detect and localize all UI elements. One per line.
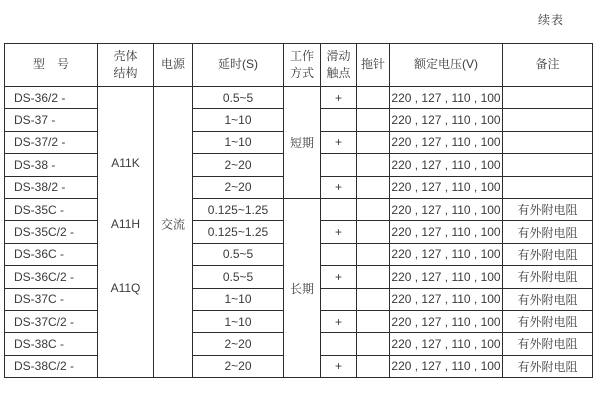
remark-cell (503, 87, 593, 109)
voltage-cell: 220 , 127 , 110 , 100 (390, 87, 503, 109)
delay-cell: 2~20 (193, 154, 284, 176)
continuation-label: 续表 (538, 13, 565, 27)
sliding-contact-cell: + (321, 266, 357, 288)
sliding-contact-header-line2: 触点 (326, 66, 351, 80)
shell-structure-header (98, 44, 154, 87)
voltage-cell: 220 , 127 , 110 , 100 (390, 310, 503, 332)
model-cell: DS-37C - (5, 288, 98, 310)
delay-cell: 2~20 (193, 355, 284, 377)
voltage-cell: 220 , 127 , 110 , 100 (390, 221, 503, 243)
model-cell: DS-38 - (5, 154, 98, 176)
pointer-header: 拖针 (357, 44, 390, 87)
pointer-cell (357, 154, 390, 176)
table-header (5, 44, 593, 87)
pointer-cell (357, 176, 390, 198)
work-mode-header-line1: 工作 (289, 48, 314, 63)
delay-cell: 0.5~5 (193, 243, 284, 265)
voltage-cell: 220 , 127 , 110 , 100 (390, 355, 503, 377)
spec-table (4, 43, 593, 378)
delay-cell: 1~10 (193, 109, 284, 131)
remark-cell (503, 109, 593, 131)
remark-cell (503, 176, 593, 198)
delay-cell: 0.125~1.25 (193, 221, 284, 243)
sliding-contact-cell: + (321, 87, 357, 109)
delay-cell: 0.5~5 (193, 266, 284, 288)
voltage-cell: 220 , 127 , 110 , 100 (390, 198, 503, 220)
remark-cell: 有外附电阻 (503, 333, 593, 355)
table-row (5, 198, 593, 220)
delay-cell: 2~20 (193, 333, 284, 355)
work-mode-cell: 长期 (284, 198, 321, 377)
sliding-contact-cell (321, 243, 357, 265)
voltage-header: 额定电压(V) (390, 44, 503, 87)
shell-structure-header-line2: 结构 (113, 66, 138, 80)
sliding-contact-cell: + (321, 355, 357, 377)
voltage-cell: 220 , 127 , 110 , 100 (390, 288, 503, 310)
model-cell: DS-37/2 - (5, 131, 98, 153)
sliding-contact-cell (321, 154, 357, 176)
voltage-cell: 220 , 127 , 110 , 100 (390, 154, 503, 176)
remark-cell: 有外附电阻 (503, 198, 593, 220)
model-cell: DS-37 - (5, 109, 98, 131)
power-header: 电源 (154, 44, 193, 87)
shell-structure-header-line1: 壳体 (113, 48, 138, 63)
pointer-cell (357, 198, 390, 220)
model-cell: DS-38C - (5, 333, 98, 355)
sliding-contact-cell (321, 288, 357, 310)
model-cell: DS-36C - (5, 243, 98, 265)
table-row (5, 87, 593, 109)
pointer-cell (357, 109, 390, 131)
remark-cell (503, 131, 593, 153)
model-cell: DS-36/2 - (5, 87, 98, 109)
table-body (5, 87, 593, 378)
remarks-header: 备注 (503, 44, 593, 87)
pointer-cell (357, 288, 390, 310)
voltage-cell: 220 , 127 , 110 , 100 (390, 176, 503, 198)
sliding-contact-header (321, 44, 357, 87)
voltage-cell: 220 , 127 , 110 , 100 (390, 333, 503, 355)
model-cell: DS-35C/2 - (5, 221, 98, 243)
sliding-contact-header-line1: 滑动 (326, 48, 351, 63)
sliding-contact-cell: + (321, 221, 357, 243)
pointer-cell (357, 355, 390, 377)
header-row (5, 44, 593, 87)
delay-cell: 0.125~1.25 (193, 198, 284, 220)
power-cell (154, 87, 193, 378)
delay-header: 延时(S) (193, 44, 284, 87)
power-label: 交流 (160, 217, 185, 232)
remark-cell (503, 154, 593, 176)
sliding-contact-cell: + (321, 176, 357, 198)
voltage-cell: 220 , 127 , 110 , 100 (390, 131, 503, 153)
pointer-cell (357, 87, 390, 109)
shell-structure-cell (98, 87, 154, 378)
sliding-contact-cell (321, 198, 357, 220)
sliding-contact-cell: + (321, 131, 357, 153)
remark-cell: 有外附电阻 (503, 288, 593, 310)
model-cell: DS-35C - (5, 198, 98, 220)
work-mode-header-line2: 方式 (289, 66, 314, 80)
delay-cell: 1~10 (193, 131, 284, 153)
shell-structure-label: A11K (111, 156, 140, 170)
remark-cell: 有外附电阻 (503, 310, 593, 332)
pointer-cell (357, 266, 390, 288)
model-cell: DS-38C/2 - (5, 355, 98, 377)
sliding-contact-cell (321, 333, 357, 355)
pointer-cell (357, 243, 390, 265)
pointer-cell (357, 221, 390, 243)
delay-cell: 1~10 (193, 310, 284, 332)
remark-cell: 有外附电阻 (503, 266, 593, 288)
model-cell: DS-36C/2 - (5, 266, 98, 288)
sliding-contact-cell: + (321, 310, 357, 332)
work-mode-header (284, 44, 321, 87)
shell-structure-label: A11H (110, 217, 141, 231)
pointer-cell (357, 333, 390, 355)
work-mode-cell: 短期 (284, 87, 321, 199)
pointer-cell (357, 131, 390, 153)
shell-structure-label: A11Q (110, 281, 141, 295)
sliding-contact-cell (321, 109, 357, 131)
voltage-cell: 220 , 127 , 110 , 100 (390, 109, 503, 131)
delay-cell: 1~10 (193, 288, 284, 310)
delay-cell: 0.5~5 (193, 87, 284, 109)
model-cell: DS-38/2 - (5, 176, 98, 198)
model-cell: DS-37C/2 - (5, 310, 98, 332)
pointer-cell (357, 310, 390, 332)
delay-cell: 2~20 (193, 176, 284, 198)
remark-cell: 有外附电阻 (503, 355, 593, 377)
remark-cell: 有外附电阻 (503, 221, 593, 243)
voltage-cell: 220 , 127 , 110 , 100 (390, 243, 503, 265)
voltage-cell: 220 , 127 , 110 , 100 (390, 266, 503, 288)
remark-cell: 有外附电阻 (503, 243, 593, 265)
model-header: 型 号 (5, 44, 98, 87)
